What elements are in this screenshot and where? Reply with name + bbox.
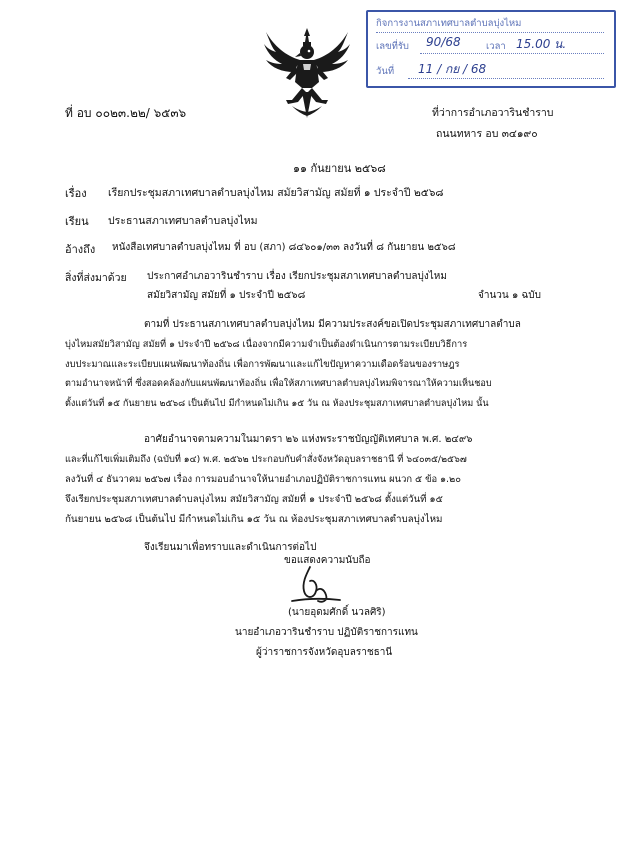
stamp-divider	[376, 32, 604, 33]
signer-title-2: ผู้ว่าราชการจังหวัดอุบลราชธานี	[256, 647, 393, 658]
handwritten-signature	[284, 565, 344, 605]
recipient-text: ประธานสภาเทศบาลตำบลบุ่งไหม	[108, 215, 258, 227]
paragraph-2-line: อาศัยอำนาจตามความในมาตรา ๒๖ แห่งพระราชบัญญัติเทศบาล พ.ศ. ๒๔๙๖	[144, 434, 473, 445]
salutation: ขอแสดงความนับถือ	[284, 555, 371, 566]
stamp-number-rule	[420, 53, 604, 54]
stamp-number-label: เลขที่รับ	[376, 41, 409, 52]
stamp-time-label: เวลา	[486, 41, 506, 52]
stamp-date-label: วันที่	[376, 66, 395, 77]
subject-label: เรื่อง	[65, 187, 87, 200]
letter-date: ๑๑ กันยายน ๒๕๖๘	[293, 162, 386, 175]
enclosure-label: สิ่งที่ส่งมาด้วย	[65, 272, 127, 284]
office-address-line2: ถนนทหาร อบ ๓๔๑๙๐	[436, 128, 538, 140]
recipient-label: เรียน	[65, 215, 89, 228]
garuda-emblem	[262, 26, 352, 120]
receipt-stamp	[366, 10, 616, 88]
signer-title-1: นายอำเภอวารินชำราบ ปฏิบัติราชการแทน	[235, 627, 418, 638]
subject-text: เรียกประชุมสภาเทศบาลตำบลบุ่งไหม สมัยวิสามัญ สมัยที่ ๑ ประจำปี ๒๕๖๘	[108, 187, 444, 199]
paragraph-2-line: กันยายน ๒๕๖๘ เป็นต้นไป มีกำหนดไม่เกิน ๑๕ วัน ณ ห้องประชุมสภาเทศบาลตำบลบุ่งไหม	[65, 514, 443, 525]
stamp-header: กิจการงานสภาเทศบาลตำบลบุ่งไหม	[376, 18, 522, 29]
paragraph-1-line: ตามที่ ประธานสภาเทศบาลตำบลบุ่งไหม มีความประสงค์ขอเปิดประชุมสภาเทศบาลตำบล	[144, 319, 521, 330]
stamp-date-rule	[408, 78, 604, 79]
stamp-time-value: 15.00 น.	[516, 37, 567, 51]
paragraph-2-line: และที่แก้ไขเพิ่มเติมถึง (ฉบับที่ ๑๔) พ.ศ. ๒๕๖๒ ประกอบกับคำสั่งจังหวัดอุบลราชธานี ที่ ๖๔๐๓๕/๒๕๖๗	[65, 454, 467, 465]
stamp-number-value: 90/68	[426, 35, 461, 49]
office-address-line1: ที่ว่าการอำเภอวารินชำราบ	[432, 107, 554, 119]
reference-text: หนังสือเทศบาลตำบลบุ่งไหม ที่ อบ (สภา) ๘๔๖๐๑/๓๓ ลงวันที่ ๘ กันยายน ๒๕๖๘	[112, 242, 456, 253]
reference-label: อ้างถึง	[65, 243, 96, 256]
paragraph-2-line: จึงเรียกประชุมสภาเทศบาลตำบลบุ่งไหม สมัยวิสามัญ สมัยที่ ๑ ประจำปี ๒๕๖๘ ตั้งแต่วันที่ ๑๕	[65, 494, 443, 505]
closing-request: จึงเรียนมาเพื่อทราบและดำเนินการต่อไป	[144, 542, 317, 553]
paragraph-1-line: ตั้งแต่วันที่ ๑๕ กันยายน ๒๕๖๘ เป็นต้นไป มีกำหนดไม่เกิน ๑๕ วัน ณ ห้องประชุมสภาเทศบาลตำบลบุ่งไหม นั้น	[65, 399, 489, 409]
paragraph-2-line: ลงวันที่ ๔ ธันวาคม ๒๕๖๗ เรื่อง การมอบอำนาจให้นายอำเภอปฏิบัติราชการแทน ผนวก ๕ ข้อ ๑.๒๐	[65, 474, 461, 485]
signer-name: (นายอุดมศักดิ์ นวลศิริ)	[288, 607, 386, 618]
paragraph-1-line: ตามอำนาจหน้าที่ ซึ่งสอดคล้องกับแผนพัฒนาท้องถิ่น เพื่อให้สภาเทศบาลตำบลบุ่งไหมพิจารณาให้ความเห็นชอบ	[65, 379, 492, 389]
enclosure-line2: สมัยวิสามัญ สมัยที่ ๑ ประจำปี ๒๕๖๘	[147, 290, 306, 301]
stamp-date-value: 11 / กย / 68	[418, 62, 487, 76]
enclosure-line1: ประกาศอำเภอวารินชำราบ เรื่อง เรียกประชุมสภาเทศบาลตำบลบุ่งไหม	[147, 271, 447, 282]
enclosure-count: จำนวน ๑ ฉบับ	[478, 290, 541, 301]
reference-number: ที่ อบ ๐๐๒๓.๒๒/ ๖๕๓๖	[65, 106, 187, 120]
paragraph-1-line: งบประมาณและระเบียบแผนพัฒนาท้องถิ่น เพื่อการพัฒนาและแก้ไขปัญหาความเดือดร้อนของราษฎร	[65, 359, 460, 370]
paragraph-1-line: บุ่งไหมสมัยวิสามัญ สมัยที่ ๑ ประจำปี ๒๕๖๘ เนื่องจากมีความจำเป็นต้องดำเนินการตามระเบียบวิธีการ	[65, 339, 468, 350]
